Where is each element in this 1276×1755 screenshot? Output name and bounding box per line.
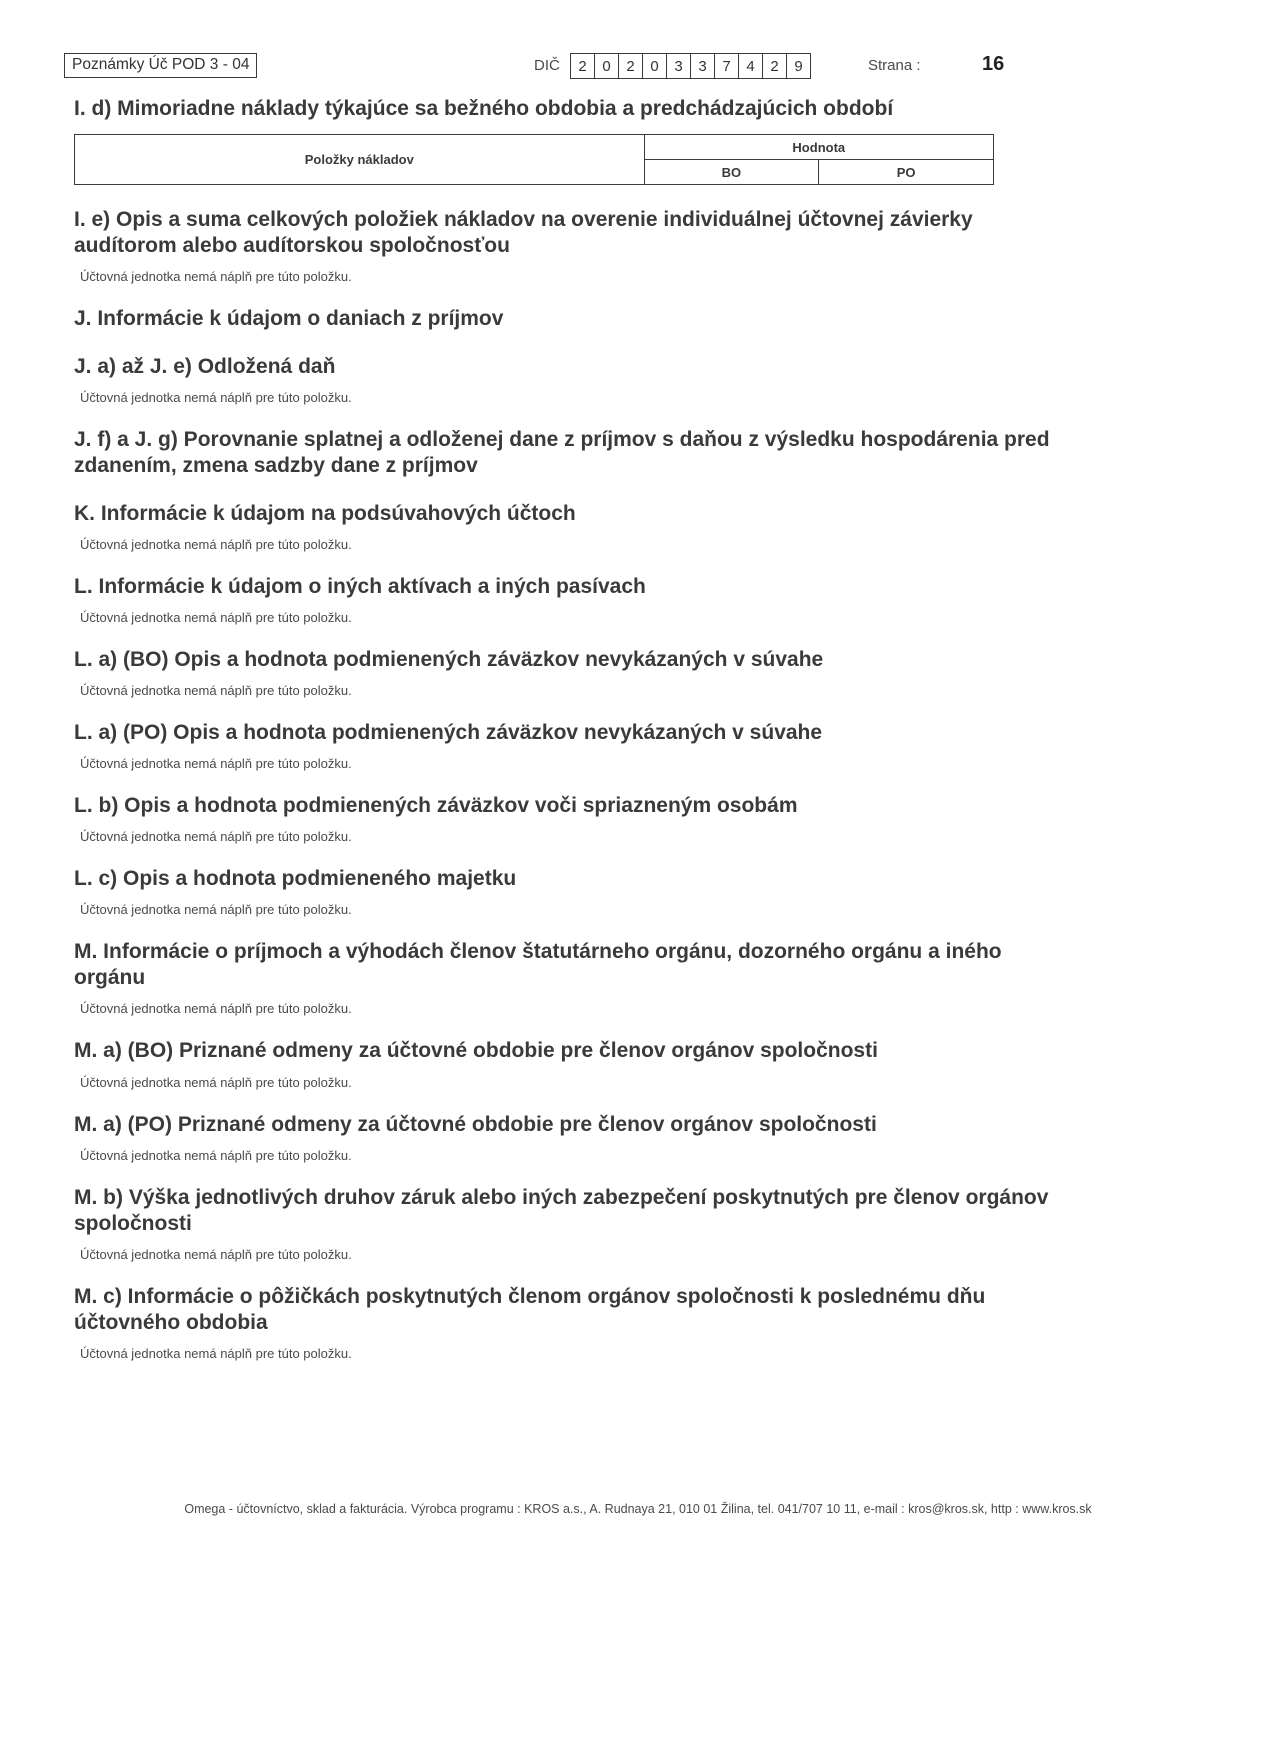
dic-digit-box: 2: [570, 53, 595, 79]
dic-digit-box: 4: [738, 53, 763, 79]
costs-table: [74, 134, 994, 185]
empty-item-note: Účtovná jednotka nemá náplň pre túto položku.: [80, 1147, 352, 1163]
heading-l-a-bo: L. a) (BO) Opis a hodnota podmienených záväzkov nevykázaných v súvahe: [74, 648, 824, 672]
heading-j: J. Informácie k údajom o daniach z príjmov: [74, 307, 504, 331]
table-header-bo: BO: [644, 160, 819, 185]
heading-l: L. Informácie k údajom o iných aktívach a iných pasívach: [74, 575, 646, 599]
form-id-label: Poznámky Úč POD 3 - 04: [64, 53, 257, 78]
heading-l-a-po: L. a) (PO) Opis a hodnota podmienených záväzkov nevykázaných v súvahe: [74, 721, 823, 745]
table-header-po: PO: [819, 160, 994, 185]
dic-digit-box: 2: [762, 53, 787, 79]
page-header: [0, 50, 1276, 92]
empty-item-note: Účtovná jednotka nemá náplň pre túto položku.: [80, 683, 352, 699]
empty-item-note: Účtovná jednotka nemá náplň pre túto položku.: [80, 269, 352, 285]
dic-digit-box: 0: [642, 53, 667, 79]
heading-m-b: M. b) Výška jednotlivých druhov záruk alebo iných zabezpečení poskytnutých pre členov orgánov spoločnosti: [74, 1185, 1049, 1235]
empty-item-note: Účtovná jednotka nemá náplň pre túto položku.: [80, 902, 352, 918]
page-number-label: Strana :: [868, 57, 921, 74]
heading-j-a-e: J. a) až J. e) Odložená daň: [74, 355, 336, 379]
table-header-value: Hodnota: [644, 135, 993, 160]
empty-item-note: Účtovná jednotka nemá náplň pre túto položku.: [80, 756, 352, 772]
empty-item-note: Účtovná jednotka nemá náplň pre túto položku.: [80, 1345, 352, 1361]
heading-l-b: L. b) Opis a hodnota podmienených záväzkov voči spriazneným osobám: [74, 794, 798, 818]
empty-item-note: Účtovná jednotka nemá náplň pre túto položku.: [80, 1246, 352, 1262]
empty-item-note: Účtovná jednotka nemá náplň pre túto položku.: [80, 829, 352, 845]
heading-j-f-g: J. f) a J. g) Porovnanie splatnej a odloženej dane z príjmov s daňou z výsledku hospodárenia pred zdanením, zmena sadzby dane z príjmov: [74, 428, 1050, 478]
heading-k: K. Informácie k údajom na podsúvahových účtoch: [74, 502, 576, 526]
heading-m-a-bo: M. a) (BO) Priznané odmeny za účtovné obdobie pre členov orgánov spoločnosti: [74, 1039, 878, 1063]
document-body: [74, 96, 1059, 1361]
dic-digit-box: 3: [690, 53, 715, 79]
dic-digit-boxes: [570, 53, 811, 79]
empty-item-note: Účtovná jednotka nemá náplň pre túto položku.: [80, 390, 352, 406]
dic-label: DIČ: [534, 57, 560, 74]
empty-item-note: Účtovná jednotka nemá náplň pre túto položku.: [80, 610, 352, 626]
empty-item-note: Účtovná jednotka nemá náplň pre túto položku.: [80, 1074, 352, 1090]
empty-item-note: Účtovná jednotka nemá náplň pre túto položku.: [80, 1001, 352, 1017]
heading-m-a-po: M. a) (PO) Priznané odmeny za účtovné obdobie pre členov orgánov spoločnosti: [74, 1112, 877, 1136]
heading-l-c: L. c) Opis a hodnota podmieneného majetku: [74, 867, 517, 891]
table-header-items: Položky nákladov: [75, 135, 645, 185]
table-row: [75, 135, 994, 160]
dic-digit-box: 7: [714, 53, 739, 79]
dic-digit-box: 0: [594, 53, 619, 79]
heading-i-d: I. d) Mimoriadne náklady týkajúce sa bežného obdobia a predchádzajúcich období: [74, 97, 894, 120]
empty-item-note: Účtovná jednotka nemá náplň pre túto položku.: [80, 537, 352, 553]
dic-digit-box: 2: [618, 53, 643, 79]
footer-text: Omega - účtovníctvo, sklad a fakturácia. Výrobca programu : KROS a.s., A. Rudnaya 21, 010 01 Žilina, tel. 041/707 10 11, e-mail : kros@kros.sk, http : www.kros.sk: [184, 1502, 1092, 1516]
heading-i-e: I. e) Opis a suma celkových položiek nákladov na overenie individuálnej účtovnej závierky audítorom alebo audítorskou spoločnosťou: [74, 208, 973, 258]
heading-m: M. Informácie o príjmoch a výhodách členov štatutárneho orgánu, dozorného orgánu a iného orgánu: [74, 940, 1002, 990]
page-number: 16: [982, 53, 1005, 75]
dic-digit-box: 3: [666, 53, 691, 79]
dic-digit-box: 9: [786, 53, 811, 79]
heading-m-c: M. c) Informácie o pôžičkách poskytnutých členom orgánov spoločnosti k poslednému dňu účtovného obdobia: [74, 1284, 986, 1334]
